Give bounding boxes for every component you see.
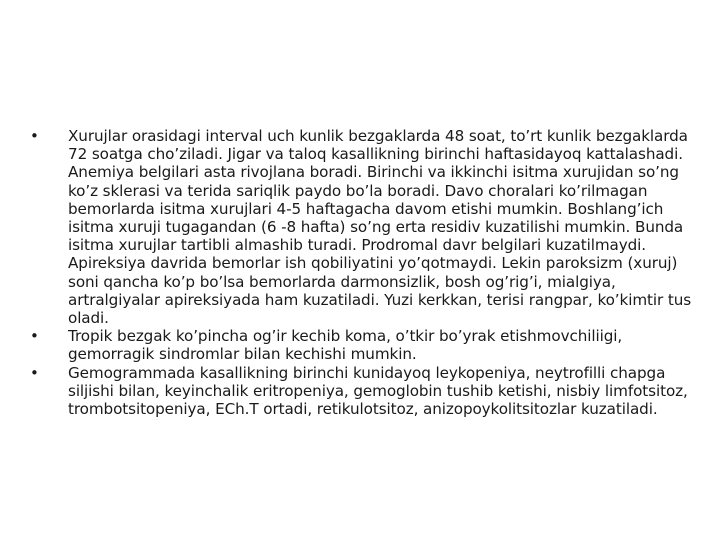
slide-content <box>30 127 695 418</box>
bullet-item <box>30 327 695 363</box>
bullet-icon: • <box>30 327 39 346</box>
bullet-item <box>30 127 695 327</box>
bullet-icon: • <box>30 127 39 145</box>
bullet-icon: • <box>30 363 39 382</box>
bullet-text: Xurujlar orasidagi interval uch kunlik bezgaklarda 48 soat, to’rt kunlik bezgaklarda 72 soatga cho’ziladi. Jigar va taloq kasallikning birinchi haftasidayoq kattalashadi. Anemiya belgilari asta rivojlana boradi. Birinchi va ikkinchi isitma xurujidan so’ng ko’z sklerasi va terida sariqlik paydo bo’la boradi. Davo choralari ko’rilmagan bemorlarda isitma xurujlari 4-5 haftagacha davom etishi mumkin. Boshlang’ich isitma xuruji tugagandan (6 -8 hafta) so’ng erta residiv kuzatilishi mumkin. Bunda isitma xurujlar tartibli almashib turadi. Prodromal davr belgilari kuzatilmaydi. Apireksiya davrida bemorlar ish qobiliyatini yo’qotmaydi. Lekin paroksizm (xuruj) soni qancha ko’p bo’lsa bemorlarda darmonsizlik, bosh og’rig’i, mialgiya, artralgiyalar apireksiyada ham kuzatiladi. Yuzi kerkkan, terisi rangpar, ko’kimtir tus oladi. <box>68 127 692 328</box>
bullet-item <box>30 364 695 419</box>
bullet-text: Tropik bezgak ko’pincha og’ir kechib koma, o’tkir bo’yrak etishmovchiliigi, gemorragik sindromlar bilan kechishi mumkin. <box>68 327 623 364</box>
bullet-list <box>30 127 695 418</box>
bullet-text: Gemogrammada kasallikning birinchi kunidayoq leykopeniya, neytrofilli chapga siljishi bilan, keyinchalik eritropeniya, gemoglobin tushib ketishi, nisbiy limfotsitoz, trombotsitopeniya, ECh.T ortadi, retikulotsitoz, anizopoykolitsitozlar kuzatiladi. <box>68 363 688 419</box>
